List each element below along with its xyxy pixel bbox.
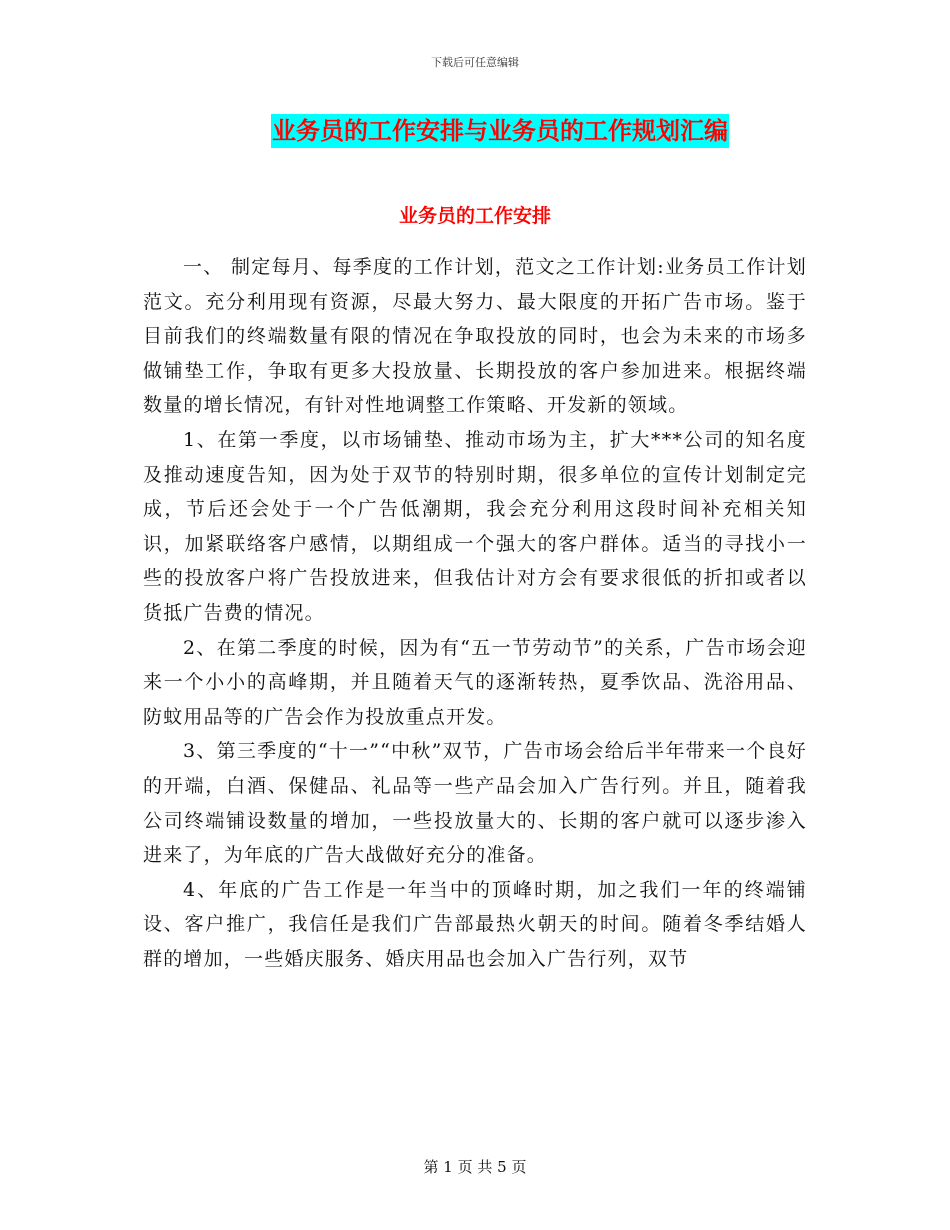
paragraph-q1: 1、在第一季度，以市场铺垫、推动市场为主，扩大***公司的知名度及推动速度告知，因为处于双节的特别时期，很多单位的宣传计划制定完成，节后还会处于一个广告低潮期，我会充分利用这段时间补充相关知识，加紧联络客户感情，以期组成一个强大的客户群体。适当的寻找小一些的投放客户将广告投放进来，但我估计对方会有要求很低的折扣或者以货抵广告费的情况。	[143, 428, 807, 624]
paragraph-q2: 2、在第二季度的时候，因为有“五一节劳动节”的关系，广告市场会迎来一个小小的高峰期，并且随着天气的逐渐转热，夏季饮品、洗浴用品、防蚊用品等的广告会作为投放重点开发。	[143, 636, 807, 728]
document-title: 业务员的工作安排与业务员的工作规划汇编	[271, 114, 729, 148]
paragraph-q3: 3、第三季度的“十一”“中秋”双节，广告市场会给后半年带来一个良好的开端，白酒、保健品、礼品等一些产品会加入广告行列。并且，随着我公司终端铺设数量的增加，一些投放量大的、长期的客户就可以逐步渗入进来了，为年底的广告大战做好充分的准备。	[143, 740, 807, 867]
page-header-note: 下载后可任意编辑	[431, 56, 519, 69]
paragraph-intro: 一、 制定每月、每季度的工作计划，范文之工作计划:业务员工作计划范文。充分利用现有资源，尽最大努力、最大限度的开拓广告市场。鉴于目前我们的终端数量有限的情况在争取投放的同时，也会为未来的市场多做铺垫工作，争取有更多大投放量、长期投放的客户参加进来。根据终端数量的增长情况，有针对性地调整工作策略、开发新的领域。	[143, 256, 807, 417]
page-number-footer: 第 1 页 共 5 页	[423, 1158, 527, 1176]
document-title-container	[0, 114, 950, 148]
section-title: 业务员的工作安排	[398, 205, 551, 227]
paragraph-q4: 4、年底的广告工作是一年当中的顶峰时期，加之我们一年的终端铺设、客户推广，我信任是我们广告部最热火朝天的时间。随着冬季结婚人群的增加，一些婚庆服务、婚庆用品也会加入广告行列，双节	[143, 878, 807, 970]
document-body	[143, 250, 807, 976]
